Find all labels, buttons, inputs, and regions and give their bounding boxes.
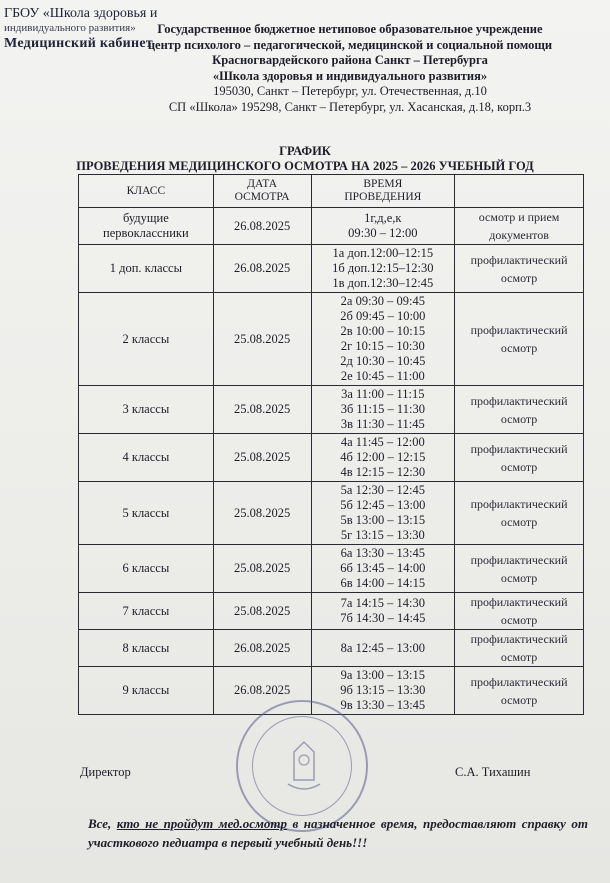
header-date-line-2: ОСМОТРА: [234, 191, 290, 203]
schedule-table: [78, 174, 584, 715]
cell-klass: 1 доп. классы: [79, 245, 214, 293]
time-slot: 9а 13:00 – 13:15: [340, 668, 426, 682]
time-slot: 2а 09:30 – 09:45: [340, 294, 426, 308]
cell-note: профилактический осмотр: [455, 245, 584, 293]
time-slot: 5в 13:00 – 13:15: [340, 513, 426, 527]
time-slot: 3в 11:30 – 11:45: [340, 417, 425, 431]
table-row: [79, 208, 584, 245]
time-slot: 2в 10:00 – 10:15: [340, 324, 426, 338]
cell-note: профилактический осмотр: [455, 482, 584, 545]
footer-notice: [88, 814, 588, 852]
time-slot: 5а 12:30 – 12:45: [340, 483, 426, 497]
footer-underlined: кто не пройдут мед.осмотр: [116, 816, 288, 831]
header-date-line-1: ДАТА: [247, 178, 278, 190]
time-slot: 5г 13:15 – 13:30: [340, 528, 425, 542]
header-line-1: Государственное бюджетное нетиповое образовательное учреждение: [157, 22, 543, 36]
stamp-line-2: индивидуального развития»: [4, 22, 136, 34]
cell-date: 25.08.2025: [213, 593, 311, 630]
cell-note: профилактический осмотр: [455, 386, 584, 434]
table-row: [79, 245, 584, 293]
time-slot: 7б 14:30 – 14:45: [340, 611, 426, 625]
cell-times: [311, 293, 455, 386]
table-header-row: [79, 175, 584, 208]
time-slot: 5б 12:45 – 13:00: [340, 498, 426, 512]
institution-header: [120, 22, 580, 115]
schedule-title: [0, 144, 610, 174]
table-row: [79, 482, 584, 545]
time-slot: 4б 12:00 – 12:15: [340, 450, 426, 464]
cell-date: 26.08.2025: [213, 630, 311, 667]
time-slot: 2д 10:30 – 10:45: [340, 354, 426, 368]
title-line-1: ГРАФИК: [279, 144, 331, 158]
cell-klass: будущие первоклассники: [79, 208, 214, 245]
title-line-2: ПРОВЕДЕНИЯ МЕДИЦИНСКОГО ОСМОТРА НА 2025 – 2026 УЧЕБНЫЙ ГОД: [76, 159, 534, 173]
director-name: С.А. Тихашин: [455, 765, 531, 779]
footer-part-2: в назначенное время, предоставляют справку от участкового педиатра в первый учебный день!!!: [88, 816, 588, 850]
cell-times: [311, 593, 455, 630]
cell-date: 25.08.2025: [213, 293, 311, 386]
time-slot: 3а 11:00 – 11:15: [341, 387, 425, 401]
cell-note: профилактический осмотр: [455, 293, 584, 386]
cell-date: 26.08.2025: [213, 667, 311, 715]
cell-date: 25.08.2025: [213, 386, 311, 434]
header-note: [455, 175, 584, 208]
cell-klass: 8 классы: [79, 630, 214, 667]
cell-times: [311, 386, 455, 434]
cell-note: профилактический осмотр: [455, 593, 584, 630]
cell-klass: 2 классы: [79, 293, 214, 386]
time-slot: 1г,д,е,к: [364, 211, 402, 225]
cell-times: [311, 545, 455, 593]
header-address-2: СП «Школа» 195298, Санкт – Петербург, ул. Хасанская, д.18, корп.3: [168, 99, 532, 114]
cell-note: профилактический осмотр: [455, 545, 584, 593]
header-klass: КЛАСС: [79, 175, 214, 208]
time-slot: 9б 13:15 – 13:30: [340, 683, 426, 697]
header-line-3: Красногвардейского района Санкт – Петербурга: [212, 53, 488, 67]
table-body: [79, 208, 584, 715]
cell-date: 25.08.2025: [213, 482, 311, 545]
cell-note: профилактический осмотр: [455, 667, 584, 715]
header-line-2: центр психолого – педагогической, медицинской и социальной помощи: [147, 37, 553, 52]
table-row: [79, 386, 584, 434]
cell-klass: 9 классы: [79, 667, 214, 715]
cell-date: 26.08.2025: [213, 245, 311, 293]
cell-klass: 5 классы: [79, 482, 214, 545]
cell-klass: 7 классы: [79, 593, 214, 630]
stamp-line-3: Медицинский кабинет: [4, 36, 154, 51]
header-date: [213, 175, 311, 208]
stamp-line-1: ГБОУ «Школа здоровья и: [4, 6, 158, 21]
time-slot: 2б 09:45 – 10:00: [340, 309, 426, 323]
table-row: [79, 434, 584, 482]
time-slot: 6в 14:00 – 14:15: [340, 576, 426, 590]
time-slot: 1б доп.12:15–12:30: [332, 261, 434, 275]
cell-klass: 6 классы: [79, 545, 214, 593]
header-line-4: «Школа здоровья и индивидуального развития»: [212, 68, 488, 83]
time-slot: 9в 13:30 – 13:45: [340, 698, 426, 712]
cell-times: [311, 434, 455, 482]
table-row: [79, 593, 584, 630]
time-slot: 4в 12:15 – 12:30: [340, 465, 426, 479]
cell-times: [311, 208, 455, 245]
table-row: [79, 630, 584, 667]
time-slot: 7а 14:15 – 14:30: [340, 596, 426, 610]
cell-date: 25.08.2025: [213, 545, 311, 593]
table-row: [79, 293, 584, 386]
cell-note: профилактический осмотр: [455, 434, 584, 482]
time-slot: 1а доп.12:00–12:15: [332, 246, 434, 260]
time-slot: 6а 13:30 – 13:45: [340, 546, 426, 560]
official-seal: [236, 700, 368, 832]
cell-times: [311, 482, 455, 545]
header-time-line-1: ВРЕМЯ: [363, 178, 403, 190]
table-row: [79, 545, 584, 593]
cell-note: профилактический осмотр: [455, 630, 584, 667]
header-time: [311, 175, 455, 208]
cell-klass: 4 классы: [79, 434, 214, 482]
time-slot: 2е 10:45 – 11:00: [340, 369, 425, 383]
cell-times: [311, 630, 455, 667]
header-time-line-2: ПРОВЕДЕНИЯ: [344, 191, 422, 203]
cell-klass: 3 классы: [79, 386, 214, 434]
time-slot: 3б 11:15 – 11:30: [340, 402, 425, 416]
cell-date: 25.08.2025: [213, 434, 311, 482]
time-slot: 6б 13:45 – 14:00: [340, 561, 426, 575]
cell-times: [311, 245, 455, 293]
cell-date: 26.08.2025: [213, 208, 311, 245]
footer-part-1: Все,: [88, 816, 117, 831]
header-address-1: 195030, Санкт – Петербург, ул. Отечественная, д.10: [213, 84, 487, 98]
time-slot: 4а 11:45 – 12:00: [340, 435, 425, 449]
director-label: Директор: [80, 765, 131, 779]
cell-note: осмотр и прием документов: [455, 208, 584, 245]
time-slot: 2г 10:15 – 10:30: [340, 339, 425, 353]
time-slot: 8а 12:45 – 13:00: [340, 640, 426, 655]
time-slot: 09:30 – 12:00: [348, 226, 418, 240]
time-slot: 1в доп.12:30–12:45: [332, 276, 434, 290]
